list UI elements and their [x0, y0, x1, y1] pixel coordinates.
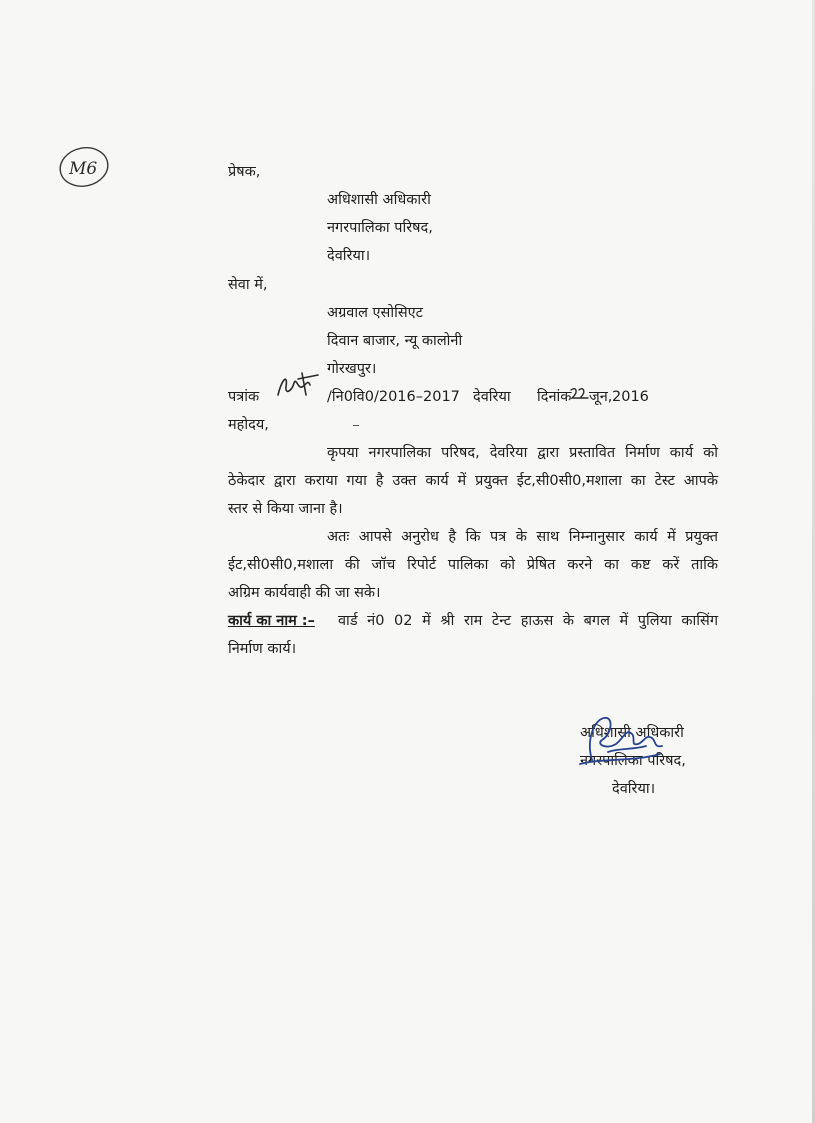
recipient-name: अग्रवाल एसोसिएट — [327, 305, 423, 321]
work-line2: निर्माण कार्य। — [228, 641, 297, 657]
signature-office: नगरपालिका परिषद, — [580, 753, 686, 769]
reference-handwritten-mark — [272, 365, 324, 403]
signature-designation: अधिशासी अधिकारी — [580, 725, 684, 741]
para2-line3: अग्रिम कार्यवाही की जा सके। — [228, 585, 381, 601]
blue-ink-signature — [572, 700, 682, 780]
reference-number: /नि0वि0/2016–2017 — [327, 389, 460, 405]
reference-year: 2016 — [612, 389, 649, 405]
recipient-city: गोरखपुर। — [327, 361, 377, 377]
margin-note-text: M6 — [69, 159, 98, 179]
para2-line1: अतः आपसे अनुरोध है कि पत्र के साथ निम्नानुसार कार्य में प्रयुक्त — [327, 529, 718, 545]
pen-dash — [353, 425, 359, 426]
sender-designation: अधिशासी अधिकारी — [327, 192, 431, 208]
reference-date-month: जून, — [589, 389, 613, 405]
para2-line2: ईट,सी0सी0,मशाला की जॉच रिपोर्ट पालिका को प्रेषित करने का कष्ट करें ताकि — [228, 557, 718, 573]
reference-place: देवरिया — [473, 389, 511, 405]
salutation: महोदय, — [228, 417, 269, 433]
recipient-label: सेवा में, — [228, 277, 268, 293]
para1-line1: कृपया नगरपालिका परिषद, देवरिया द्वारा प्रस्तावित निर्माण कार्य को — [327, 445, 718, 461]
recipient-address: दिवान बाजार, न्यू कालोनी — [327, 333, 463, 349]
work-label: कार्य का नाम :– — [228, 613, 315, 629]
para1-line2: ठेकेदार द्वारा कराया गया है उक्त कार्य में प्रयुक्त ईट,सी0सी0,मशाला का टेस्ट आपके — [228, 473, 718, 489]
para1-line3: स्तर से किया जाना है। — [228, 501, 343, 517]
sender-label: प्रेषक, — [228, 164, 261, 180]
sender-office: नगरपालिका परिषद, — [327, 220, 433, 236]
reference-label: पत्रांक — [228, 389, 260, 405]
margin-note-circle — [56, 142, 112, 192]
date-handwritten-mark — [568, 384, 590, 406]
signature-city: देवरिया। — [612, 781, 656, 797]
work-line1: वार्ड नं0 02 में श्री राम टेन्ट हाऊस के बगल में पुलिया कासिंग — [338, 613, 718, 629]
reference-date-label: दिनांक — [537, 389, 572, 405]
sender-city: देवरिया। — [327, 248, 371, 264]
